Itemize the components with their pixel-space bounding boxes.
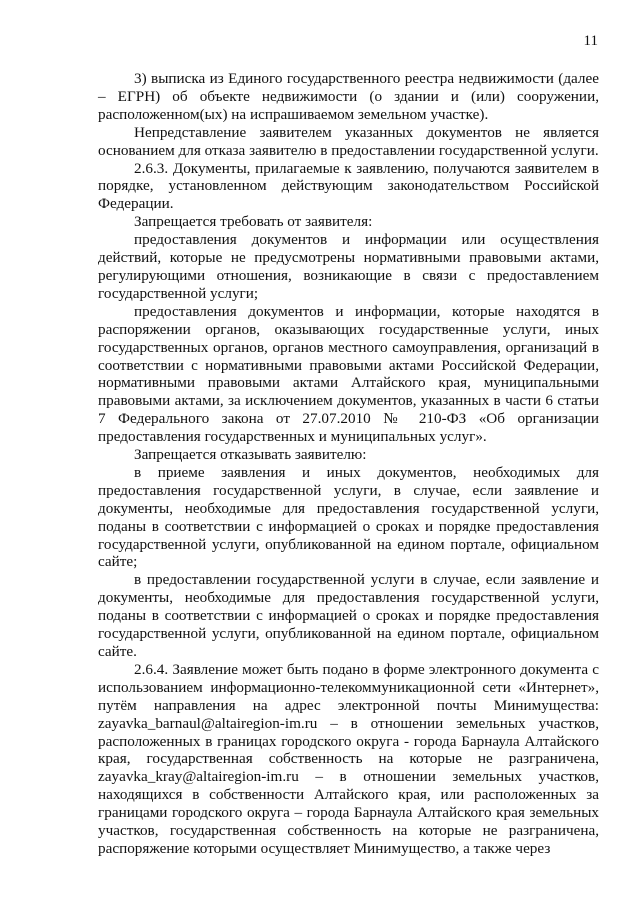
document-body (98, 70, 599, 858)
paragraph-prohibited-to-require: Запрещается требовать от заявителя: (134, 213, 373, 231)
paragraph-refuse-service: в предоставлении государственной услуги в случае, если заявление и документы, необходимые для предоставления государственной услуги, поданы в соответствии с информацией о сроках и порядке предоставления государственной услуги, опубликованной на едином портале, официальном сайте. (98, 571, 599, 660)
paragraph-2-6-3: 2.6.3. Документы, прилагаемые к заявлению, получаются заявителем в порядке, установленном действующим законодательством Российской Федерации. (98, 159, 599, 213)
paragraph-non-submission: Непредставление заявителем указанных документов не является основанием для отказа заявителю в предоставлении государственной услуги. (98, 123, 599, 159)
paragraph-2-6-4: 2.6.4. Заявление может быть подано в форме электронного документа с использованием информационно-телекоммуникационной сети «Интернет», путём направления на адрес электронной почты Минимущества: zayavka_barnaul@altairegion-im.ru – в отношении земельных участков, расположенных в границах городского округа - города Барнаула Алтайского края, государственная собственность на которые не разграничена, zayavka_kray@altairegion-im.ru – в отношении земельных участков, находящихся в собственности Алтайского края, или расположенных за границами городского округа – города Барнаула Алтайского края земельных участков, государственная собственность на которые не разграничена, распоряжение которыми осуществляет Минимущество, а также через (98, 660, 599, 857)
paragraph-prohibited-to-refuse: Запрещается отказывать заявителю: (134, 446, 367, 464)
paragraph-require-actions: предоставления документов и информации или осуществления действий, которые не предусмотрены нормативными правовыми актами, регулирующими отношения, возникающие в связи с предоставлением государственной услуги; (98, 231, 599, 302)
page-number: 11 (583, 33, 598, 49)
paragraph-require-documents: предоставления документов и информации, которые находятся в распоряжении органов, оказывающих государственные услуги, иных государственных органов, органов местного самоуправления, организаций в соответствии с нормативными правовыми актами Российской Федерации, нормативными правовыми актами Алтайского края, муниципальными правовыми актами, за исключением документов, указанных в части 6 статьи 7 Федерального закона от 27.07.2010 № 210-ФЗ «Об организации предоставления государственных и муниципальных услуг». (98, 302, 599, 446)
paragraph-refuse-acceptance: в приеме заявления и иных документов, необходимых для предоставления государственной услуги, в случае, если заявление и документы, необходимые для предоставления государственной услуги, поданы в соответствии с информацией о сроках и порядке предоставления государственной услуги, опубликованной на едином портале, официальном сайте; (98, 463, 599, 571)
paragraph-egrn-extract: 3) выписка из Единого государственного реестра недвижимости (далее – ЕГРН) об объекте недвижимости (о здании и (или) сооружении, расположенном(ых) на испрашиваемом земельном участке). (98, 70, 599, 123)
